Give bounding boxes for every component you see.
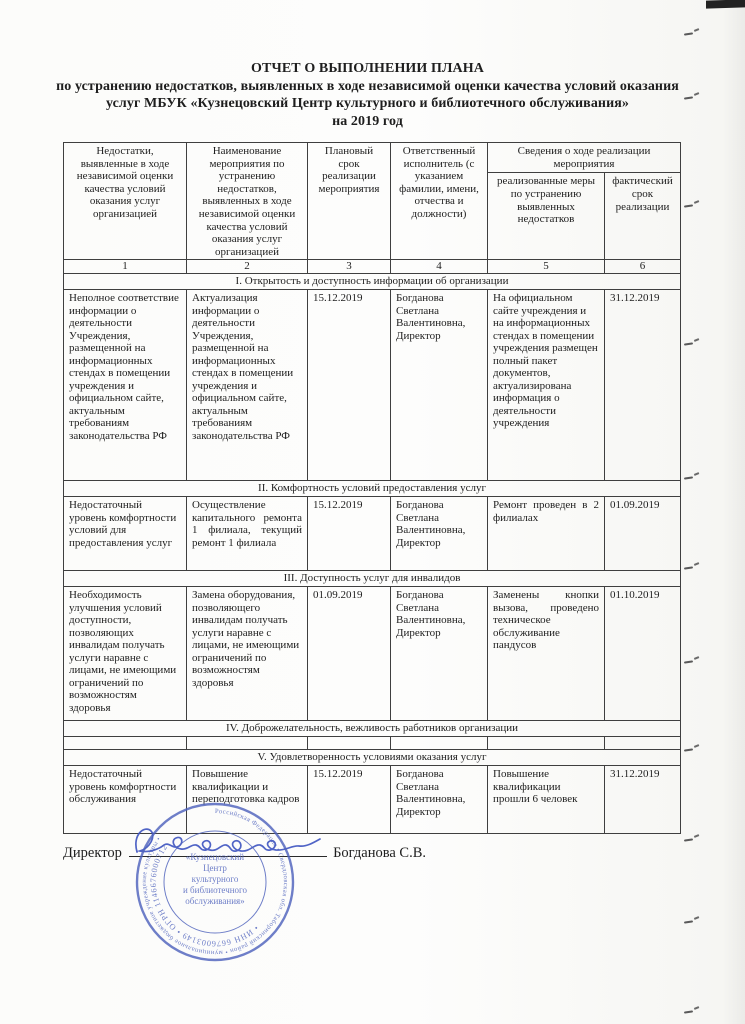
scan-artifact-mark	[684, 656, 700, 665]
cell-responsible: Богданова Светлана Валентиновна, Директор	[391, 766, 488, 834]
official-round-stamp	[131, 798, 299, 966]
scan-artifact-mark	[684, 472, 700, 481]
section-title-1: I. Открытость и доступность информации об организации	[64, 274, 681, 290]
section-header-row	[64, 721, 681, 737]
cell-implemented: Ремонт проведен в 2 филиалах	[488, 497, 605, 571]
cell-empty	[187, 737, 308, 750]
cell-responsible: Богданова Светлана Валентиновна, Директор	[391, 290, 488, 481]
section-header-row	[64, 750, 681, 766]
header-implemented-measures: реализованные меры по устранению выявленных недостатков	[488, 173, 605, 260]
report-title-block	[20, 60, 715, 130]
cell-deficiency: Неполное соответствие информации о деятельности Учреждения, размещенной на информационных стендах в помещении учреждения и официальном сайте, актуальным требованиям законодательства РФ	[64, 290, 187, 481]
column-number: 5	[488, 260, 605, 274]
scan-artifact-corner-bar	[706, 0, 745, 9]
column-number: 4	[391, 260, 488, 274]
cell-responsible: Богданова Светлана Валентиновна, Директор	[391, 497, 488, 571]
table-row	[64, 587, 681, 721]
section-header-row	[64, 571, 681, 587]
svg-text:и библиотечного: и библиотечного	[182, 885, 248, 895]
cell-actual-date: 31.12.2019	[605, 290, 681, 481]
table-row-empty	[64, 737, 681, 750]
cell-empty	[391, 737, 488, 750]
header-progress-group: Сведения о ходе реализации мероприятия	[488, 143, 681, 173]
scan-artifact-mark	[684, 916, 700, 925]
section-title-2: II. Комфортность условий предоставления услуг	[64, 481, 681, 497]
table-row	[64, 497, 681, 571]
cell-planned-date: 01.09.2019	[308, 587, 391, 721]
scan-artifact-mark	[684, 744, 700, 753]
cell-empty	[488, 737, 605, 750]
section-title-3: III. Доступность услуг для инвалидов	[64, 571, 681, 587]
column-numbers-row	[64, 260, 681, 274]
cell-planned-date: 15.12.2019	[308, 766, 391, 834]
cell-measure: Актуализация информации о деятельности Учреждения, размещенной на информационных стендах в помещении учреждения и официальном сайте, актуальным требованиям законодательства РФ	[187, 290, 308, 481]
cell-actual-date: 01.09.2019	[605, 497, 681, 571]
cell-planned-date: 15.12.2019	[308, 497, 391, 571]
stamp-center-text	[183, 852, 248, 906]
cell-measure: Повышение квалификации и переподготовка кадров	[187, 766, 308, 834]
cell-actual-date: 31.12.2019	[605, 766, 681, 834]
scan-artifact-mark	[684, 834, 700, 843]
cell-responsible: Богданова Светлана Валентиновна, Директор	[391, 587, 488, 721]
cell-implemented: На официальном сайте учреждения и на информационных стендах в помещении учреждения размещен полный пакет документов, актуализирована информация о деятельности учреждения	[488, 290, 605, 481]
table-row	[64, 290, 681, 481]
section-title-4: IV. Доброжелательность, вежливость работников организации	[64, 721, 681, 737]
cell-implemented: Заменены кнопки вызова, проведено техническое обслуживание пандусов	[488, 587, 605, 721]
header-actual-date: фактический срок реализации	[605, 173, 681, 260]
scan-artifact-mark	[684, 338, 700, 347]
svg-text:«Кузнецовский: «Кузнецовский	[185, 852, 245, 862]
svg-text:обслуживания»: обслуживания»	[185, 896, 245, 906]
cell-measure: Осуществление капитального ремонта 1 филиала, текущий ремонт 1 филиала	[187, 497, 308, 571]
section-title-5: V. Удовлетворенность условиями оказания услуг	[64, 750, 681, 766]
scan-artifact-mark	[684, 562, 700, 571]
cell-deficiency: Недостаточный уровень комфортности обслуживания	[64, 766, 187, 834]
cell-actual-date: 01.10.2019	[605, 587, 681, 721]
cell-empty	[64, 737, 187, 750]
column-number: 1	[64, 260, 187, 274]
section-header-row	[64, 274, 681, 290]
scan-artifact-mark	[684, 1006, 700, 1015]
header-responsible: Ответственный исполнитель (с указанием фамилии, имени, отчества и должности)	[391, 143, 488, 260]
cell-deficiency: Недостаточный уровень комфортности условий для предоставления услуг	[64, 497, 187, 571]
title-line-4: на 2019 год	[332, 113, 403, 129]
cell-empty	[605, 737, 681, 750]
column-number: 6	[605, 260, 681, 274]
cell-planned-date: 15.12.2019	[308, 290, 391, 481]
column-number: 3	[308, 260, 391, 274]
stamp-inn-ogrn-text: • ИНН 6676003149 • ОГРН 1146676000712	[148, 842, 261, 949]
section-header-row	[64, 481, 681, 497]
report-table	[63, 142, 681, 834]
column-number: 2	[187, 260, 308, 274]
title-line-3: услуг МБУК «Кузнецовский Центр культурного и библиотечного обслуживания»	[105, 96, 630, 111]
stamp-outer-ring-text: Российская Федерация • Свердловская обл. Таборинский район • муниципальное бюджетное учреждение культуры •	[140, 807, 289, 957]
signature-role: Директор	[63, 845, 122, 861]
title-line-1: ОТЧЕТ О ВЫПОЛНЕНИИ ПЛАНА	[251, 61, 484, 76]
svg-text:Центр: Центр	[203, 863, 227, 873]
scan-artifact-mark	[684, 200, 700, 209]
signature-name: Богданова С.В.	[333, 845, 427, 861]
header-row-top	[64, 143, 681, 173]
svg-text:культурного: культурного	[191, 874, 239, 884]
header-measure-name: Наименование мероприятия по устранению недостатков, выявленных в ходе независимой оценки качества условий оказания услуг организацией	[187, 143, 308, 260]
cell-implemented: Повышение квалификации прошли 6 человек	[488, 766, 605, 834]
cell-empty	[308, 737, 391, 750]
cell-deficiency: Необходимость улучшения условий доступности, позволяющих инвалидам получать услуги наравне с лицами, не имеющими ограничений по возможностям здоровья	[64, 587, 187, 721]
cell-measure: Замена оборудования, позволяющего инвалидам получать услуги наравне с лицами, не имеющими ограничений по возможностям здоровья	[187, 587, 308, 721]
header-planned-date: Плановый срок реализации мероприятия	[308, 143, 391, 260]
scan-artifact-mark	[684, 28, 700, 37]
header-deficiencies: Недостатки, выявленные в ходе независимой оценки качества условий оказания услуг организацией	[64, 143, 187, 260]
title-line-2: по устранению недостатков, выявленных в ходе независимой оценки качества условий оказания	[56, 78, 679, 94]
